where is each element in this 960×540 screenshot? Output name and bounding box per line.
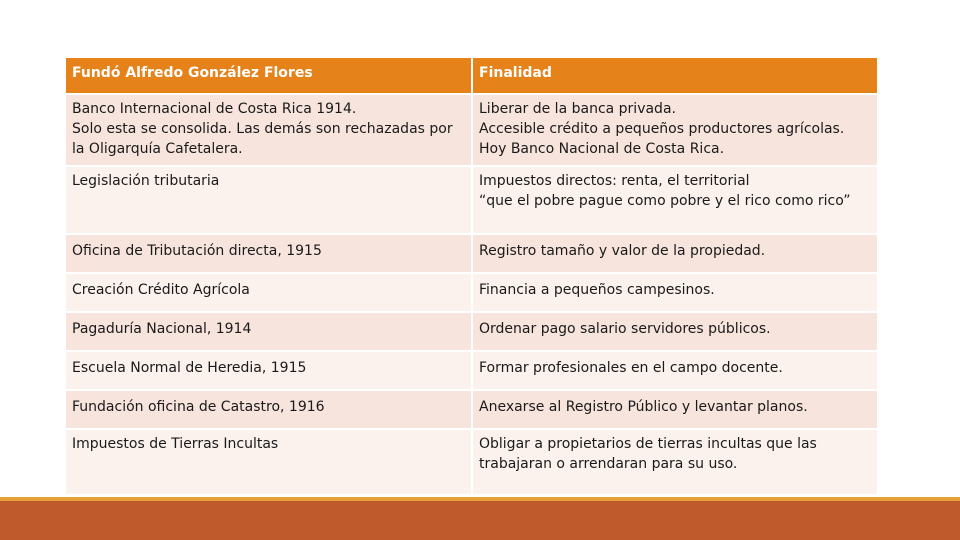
table-row [65,166,878,234]
header-purpose: Finalidad [472,57,878,94]
footer-band [0,501,960,540]
table-row [65,273,878,312]
cell-purpose: Liberar de la banca privada. Accesible crédito a pequeños productores agrícolas. Hoy Banco Nacional de Costa Rica. [472,94,878,166]
cell-purpose: Impuestos directos: renta, el territorial “que el pobre pague como pobre y el rico como rico” [472,166,878,234]
cell-purpose: Ordenar pago salario servidores públicos. [472,312,878,351]
cell-founded: Pagaduría Nacional, 1914 [65,312,472,351]
table-row [65,390,878,429]
table-header-row [65,57,878,94]
cell-founded: Banco Internacional de Costa Rica 1914. Solo esta se consolida. Las demás son rechazadas por la Oligarquía Cafetalera. [65,94,472,166]
cell-founded: Impuestos de Tierras Incultas [65,429,472,495]
cell-purpose: Registro tamaño y valor de la propiedad. [472,234,878,273]
table-row [65,351,878,390]
cell-founded: Fundación oficina de Catastro, 1916 [65,390,472,429]
cell-founded: Escuela Normal de Heredia, 1915 [65,351,472,390]
cell-founded: Creación Crédito Agrícola [65,273,472,312]
table-row [65,234,878,273]
cell-purpose: Financia a pequeños campesinos. [472,273,878,312]
reforms-table [64,56,879,496]
table-row [65,94,878,166]
cell-founded: Legislación tributaria [65,166,472,234]
table-row [65,312,878,351]
cell-purpose: Obligar a propietarios de tierras incultas que las trabajaran o arrendaran para su uso. [472,429,878,495]
cell-purpose: Formar profesionales en el campo docente. [472,351,878,390]
cell-founded: Oficina de Tributación directa, 1915 [65,234,472,273]
table-row [65,429,878,495]
header-founded: Fundó Alfredo González Flores [65,57,472,94]
cell-purpose: Anexarse al Registro Público y levantar planos. [472,390,878,429]
